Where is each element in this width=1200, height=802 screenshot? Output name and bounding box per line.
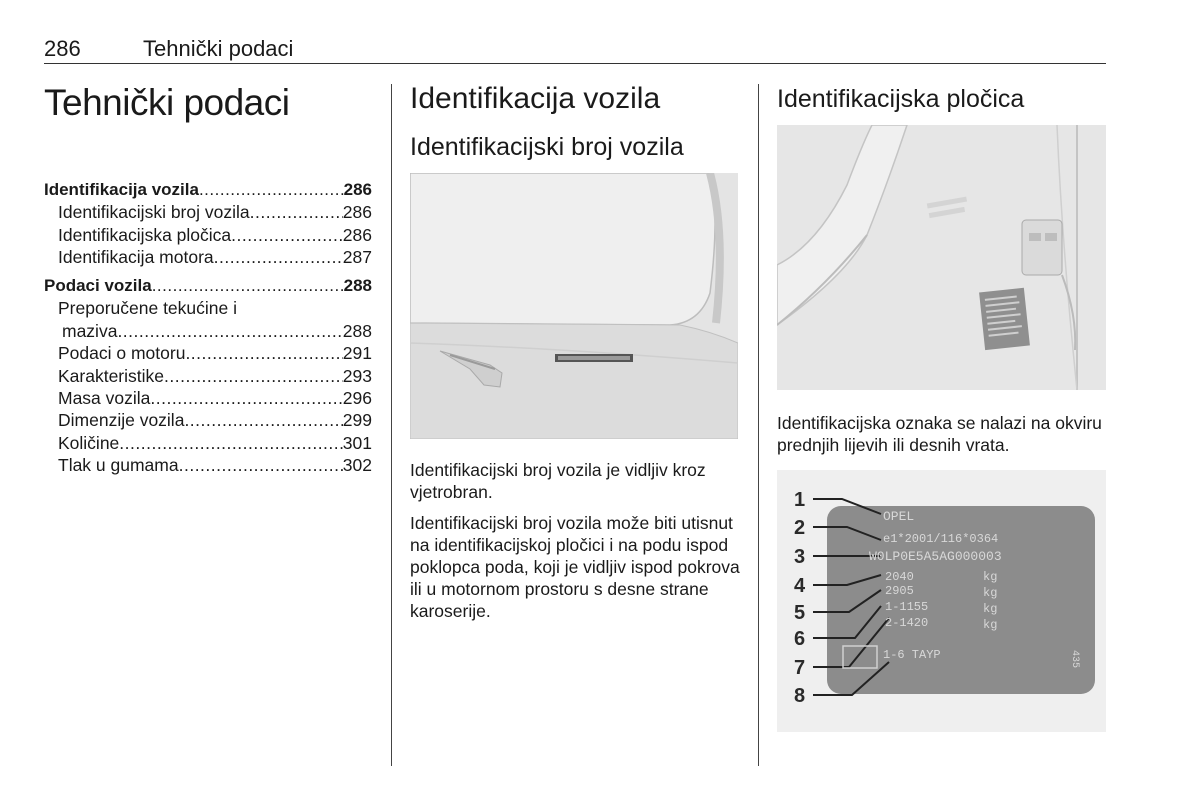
toc-entry-label: Količine: [58, 432, 120, 453]
id-plate-diagram: [777, 470, 1106, 732]
toc-entry-page: 286: [342, 202, 372, 223]
toc-entry-label: Podaci o motoru: [58, 343, 186, 364]
toc-group-vehicle-identification: [44, 179, 372, 269]
toc-leader-dots: [214, 246, 343, 268]
windshield-vin-illustration: [410, 173, 738, 439]
toc-entry[interactable]: [44, 246, 372, 268]
toc-entry-label: Identifikacija motora: [58, 247, 214, 268]
header-rule: [44, 63, 1106, 64]
toc-leader-dots: [185, 342, 342, 364]
toc-entry-label-wrapped: Preporučene tekućine i: [58, 298, 237, 319]
toc-leader-dots: [179, 454, 343, 476]
toc-leader-dots: [250, 201, 343, 223]
paragraph-vin-location: Identifikacijski broj vozila može biti utisnut na identifikacijskoj pločici i na podu ispod poklopca poda, koji je vidljiv ispod pokrova ili u motornom prostoru s desne strane karoserije.: [410, 513, 740, 621]
page-number: 286: [44, 36, 81, 61]
toc-leader-dots: [199, 179, 344, 201]
toc-entry[interactable]: [44, 387, 372, 409]
toc-group-vehicle-data: [44, 275, 372, 477]
toc-entry[interactable]: [44, 275, 372, 297]
plate-line: OPEL: [883, 509, 915, 524]
callout-8: 8: [794, 685, 806, 707]
toc-entry[interactable]: [44, 320, 372, 342]
toc-entry-label: Masa vozila: [58, 388, 151, 409]
toc-entry-label: Karakteristike: [58, 365, 165, 386]
toc-entry-page: 288: [343, 276, 372, 295]
toc-leader-dots: [152, 275, 344, 297]
plate-line: W0LP0E5A5AG000003: [869, 549, 1002, 564]
toc-entry-page: 296: [342, 388, 372, 409]
toc-entry-label: Identifikacija vozila: [44, 180, 199, 199]
toc-entry[interactable]: [44, 179, 372, 201]
toc-leader-dots: [117, 320, 342, 342]
toc-entry-page: 293: [342, 365, 372, 386]
toc-entry[interactable]: [44, 342, 372, 364]
section-title: Identifikacija vozila: [410, 82, 661, 115]
toc-entry-page: 301: [342, 432, 372, 453]
callout-3: 3: [794, 546, 806, 568]
toc-leader-dots: [150, 387, 342, 409]
plate-unit: kg: [983, 570, 998, 584]
running-header-title: Tehnički podaci: [143, 36, 294, 61]
toc-entry[interactable]: [44, 432, 372, 454]
toc-entry-page: 286: [342, 224, 372, 245]
toc-entry[interactable]: [44, 454, 372, 476]
toc-leader-dots: [119, 432, 343, 454]
plate-unit: kg: [983, 586, 998, 600]
plate-line: 2-1420: [885, 616, 929, 630]
callout-7: 7: [794, 657, 806, 679]
callout-1: 1: [794, 489, 806, 511]
toc-leader-dots: [231, 224, 343, 246]
plate-unit: kg: [983, 602, 998, 616]
toc-entry-page: 287: [342, 247, 372, 268]
plate-bottom-line: 1-6 TAYP: [883, 648, 941, 662]
column-divider-right: [758, 84, 759, 766]
column-divider-left: [391, 84, 392, 766]
callout-5: 5: [794, 602, 806, 624]
plate-line: 2040: [885, 570, 914, 584]
toc-entry-page: 286: [343, 180, 372, 199]
toc-entry-label: Dimenzije vozila: [58, 410, 185, 431]
plate-line: e1*2001/116*0364: [883, 532, 999, 546]
paragraph-vin-visible: Identifikacijski broj vozila je vidljiv kroz vjetrobran.: [410, 460, 706, 502]
toc-leader-dots: [184, 409, 342, 431]
door-frame-illustration: [777, 125, 1106, 390]
chapter-title: Tehnički podaci: [44, 82, 290, 123]
toc-entry-label: Tlak u gumama: [58, 455, 179, 476]
toc-entry[interactable]: [44, 409, 372, 431]
callout-2: 2: [794, 517, 806, 539]
plate-corner-code: 435: [1069, 650, 1080, 669]
section-title-id-plate: Identifikacijska pločica: [777, 85, 1025, 113]
toc-entry-label: Identifikacijska pločica: [58, 224, 232, 245]
toc-entry-label: Identifikacijski broj vozila: [58, 202, 250, 223]
toc-entry-label: Podaci vozila: [44, 276, 152, 295]
toc-entry-page: 299: [342, 410, 372, 431]
callout-4: 4: [794, 575, 806, 597]
plate-line: 2905: [885, 584, 914, 598]
toc-entry[interactable]: [44, 224, 372, 246]
toc-entry-page: 288: [342, 320, 372, 341]
subsection-title: Identifikacijski broj vozila: [410, 133, 684, 161]
toc-entry-label: maziva: [62, 320, 118, 341]
plate-line: 1-1155: [885, 600, 929, 614]
toc-entry[interactable]: [44, 201, 372, 223]
plate-unit: kg: [983, 618, 998, 632]
toc-entry-page: 302: [342, 455, 372, 476]
toc-entry[interactable]: [44, 365, 372, 387]
toc-leader-dots: [164, 365, 343, 387]
callout-6: 6: [794, 628, 806, 650]
paragraph-plate-location: Identifikacijska oznaka se nalazi na okviru prednjih lijevih ili desnih vrata.: [777, 413, 1102, 455]
toc-entry-page: 291: [342, 343, 372, 364]
